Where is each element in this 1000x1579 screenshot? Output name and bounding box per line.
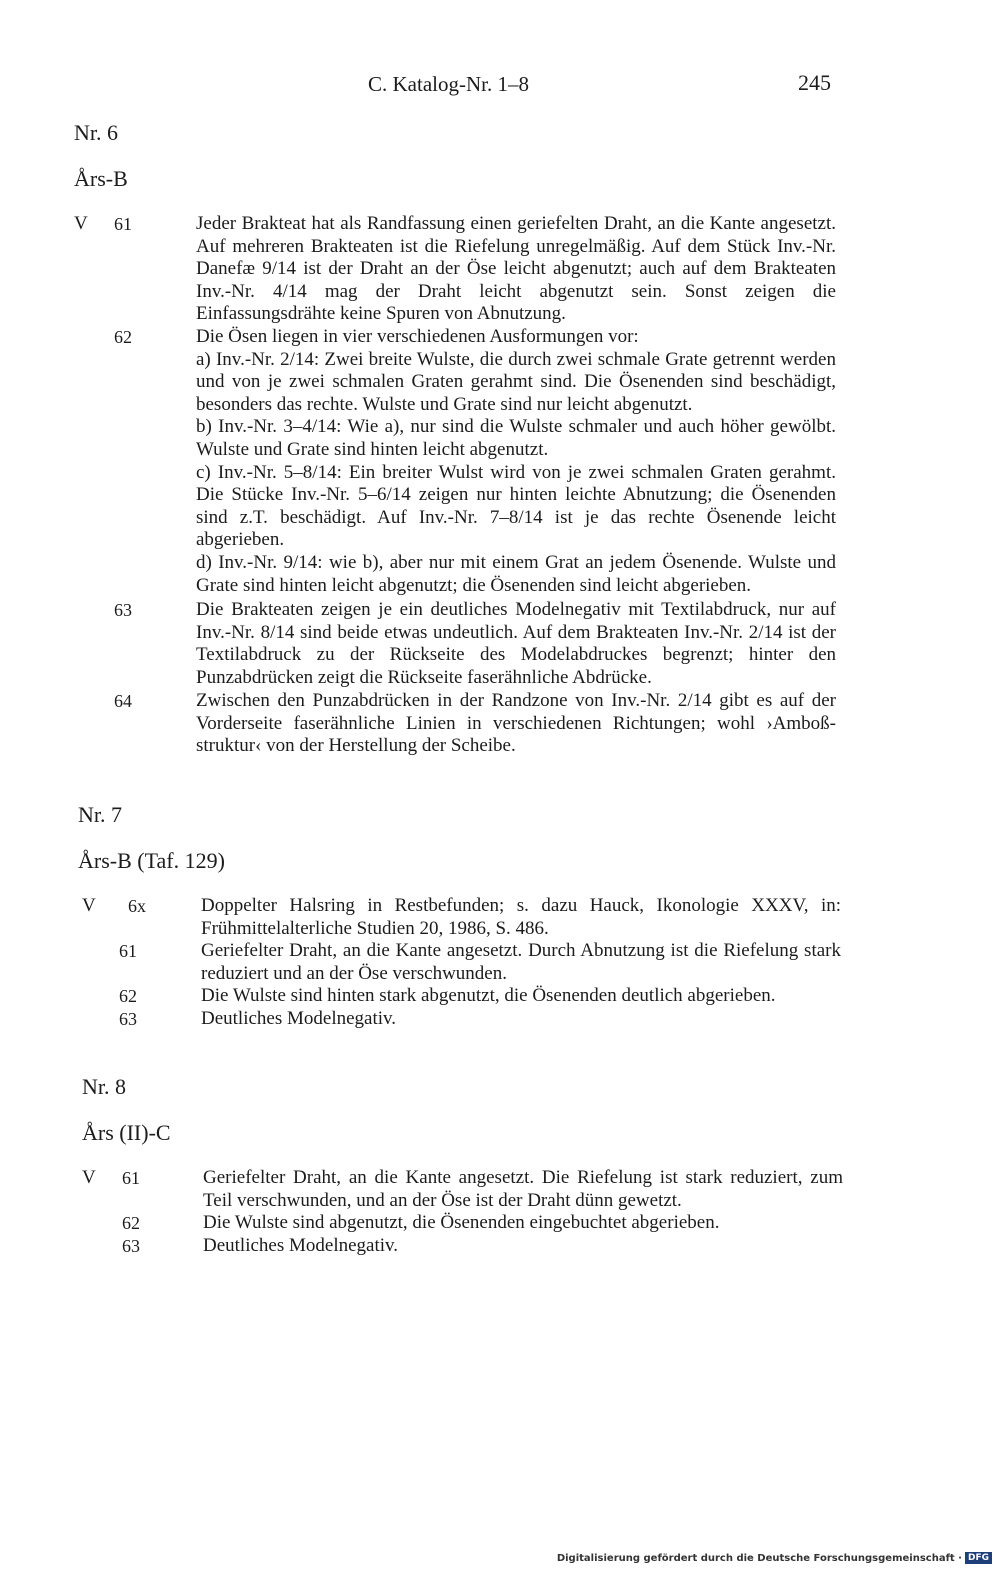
entry-paragraph: a) Inv.-Nr. 2/14: Zwei breite Wulste, die durch zwei schmale Grate getrennt werden und von je zwei schmalen Graten gerahmt sind. Die Ösenenden sind beschädigt, besonders das rechte. Wulste und Grate sind nur leicht abgenutzt.: [196, 348, 836, 415]
entry-number: 61: [119, 941, 137, 961]
entry-paragraph: Geriefelter Draht, an die Kante angesetzt. Durch Abnutzung ist die Riefelung stark reduziert und an der Öse verschwunden.: [201, 940, 841, 984]
entry-text: [196, 690, 836, 758]
entry-number: 6x: [128, 896, 146, 916]
section-marker: V: [82, 895, 96, 916]
entry-paragraph: Die Brakteaten zeigen je ein deutliches Modelnegativ mit Textilabdruck, nur auf Inv.-Nr. 8/14 sind beide etwas undeutlich. Auf dem Brakteaten Inv.-Nr. 2/14 ist der Textilabdruck zu der Rückseite des Modelabdruckes begrenzt; hinter den Punzabdrücken zeigt die Rückseite faserähnliche Abdrücke.: [196, 599, 836, 688]
funding-note: Digitalisierung gefördert durch die Deutsche Forschungsgemeinschaft ·: [556, 1552, 962, 1564]
entry-paragraph: d) Inv.-Nr. 9/14: wie b), aber nur mit einem Grat an jedem Ösenende. Wulste und Grate sind hinten leicht abgenutzt; die Ösenenden sind leicht abgerieben.: [196, 551, 836, 596]
page-number: 245: [798, 70, 831, 95]
section-number: Nr. 7: [78, 802, 122, 827]
entry-paragraph: Die Wulste sind abgenutzt, die Ösenenden eingebuchtet abgerieben.: [203, 1212, 720, 1233]
entry-paragraph: Doppelter Halsring in Restbefunden; s. dazu Hauck, Ikonologie XXXV, in: Frühmittelalterliche Studien 20, 1986, S. 486.: [201, 895, 841, 939]
entry-number: 61: [114, 214, 132, 234]
entry-text: [203, 1235, 843, 1258]
entry-text: [201, 985, 841, 1008]
section-title: Års-B (Taf. 129): [78, 848, 225, 873]
entry-text: [201, 1008, 841, 1031]
entry-text: [196, 326, 836, 597]
entry-paragraph: Geriefelter Draht, an die Kante angesetzt. Die Riefelung ist stark reduziert, zum Teil verschwunden, und an der Öse ist der Draht dünn gewetzt.: [203, 1167, 843, 1211]
entry-text: [201, 895, 841, 940]
section-marker: V: [82, 1167, 96, 1188]
funding-footer: [557, 1552, 992, 1564]
entry-text: [203, 1167, 843, 1212]
entry-paragraph: Die Wulste sind hinten stark abgenutzt, die Ösenenden deutlich abgerieben.: [201, 985, 776, 1006]
entry-number: 63: [119, 1009, 137, 1029]
running-title: C. Katalog-Nr. 1–8: [368, 72, 529, 96]
entry-text: [196, 599, 836, 689]
entry-paragraph: b) Inv.-Nr. 3–4/14: Wie a), nur sind die Wulste schmaler und auch höher gewölbt. Wulste und Grate sind hinten leicht abgenutzt.: [196, 416, 836, 460]
entry-number: 62: [119, 986, 137, 1006]
section-marker: V: [74, 213, 88, 234]
entry-paragraph: Zwischen den Punzabdrücken in der Randzone von Inv.-Nr. 2/14 gibt es auf der Vorderseite faserähnliche Linien in verschiedenen Richtungen; wohl ›Amboß-struktur‹ von der Herstellung der Scheibe.: [196, 690, 836, 757]
entry-number: 61: [122, 1168, 140, 1188]
dfg-logo: DFG: [965, 1552, 992, 1564]
entry-number: 63: [114, 600, 132, 620]
entry-paragraph: Die Ösen liegen in vier verschiedenen Ausformungen vor:: [196, 326, 639, 347]
entry-number: 62: [122, 1213, 140, 1233]
section-number: Nr. 6: [74, 120, 118, 145]
section-title: Års-B: [74, 166, 128, 191]
entry-number: 63: [122, 1236, 140, 1256]
section-title: Års (II)-C: [82, 1120, 171, 1145]
entry-text: [201, 940, 841, 985]
entry-text: [196, 213, 836, 326]
entry-paragraph: Deutliches Modelnegativ.: [201, 1008, 397, 1029]
entry-paragraph: Deutliches Modelnegativ.: [203, 1235, 399, 1256]
section-number: Nr. 8: [82, 1074, 126, 1099]
entry-text: [203, 1212, 843, 1235]
entry-number: 62: [114, 327, 132, 347]
entry-number: 64: [114, 691, 132, 711]
entry-paragraph: c) Inv.-Nr. 5–8/14: Ein breiter Wulst wird von je zwei schmalen Graten gerahmt. Die Stücke Inv.-Nr. 5–6/14 zeigen nur hinten leichte Abnutzung; die Ösenenden sind z.T. beschädigt. Auf Inv.-Nr. 7–8/14 ist je das rechte Ösenende leicht abgerieben.: [196, 461, 836, 551]
entry-paragraph: Jeder Brakteat hat als Randfassung einen geriefelten Draht, an die Kante angesetzt. Auf mehreren Brakteaten ist die Riefelung unregelmäßig. Auf dem Stück Inv.-Nr. Danefæ 9/14 ist der Draht an der Öse leicht abgenutzt; auch auf dem Brakteaten Inv.-Nr. 4/14 mag der Draht leicht abgenutzt sein. Sonst zeigen die Einfassungsdrähte keine Spuren von Abnutzung.: [196, 213, 836, 325]
